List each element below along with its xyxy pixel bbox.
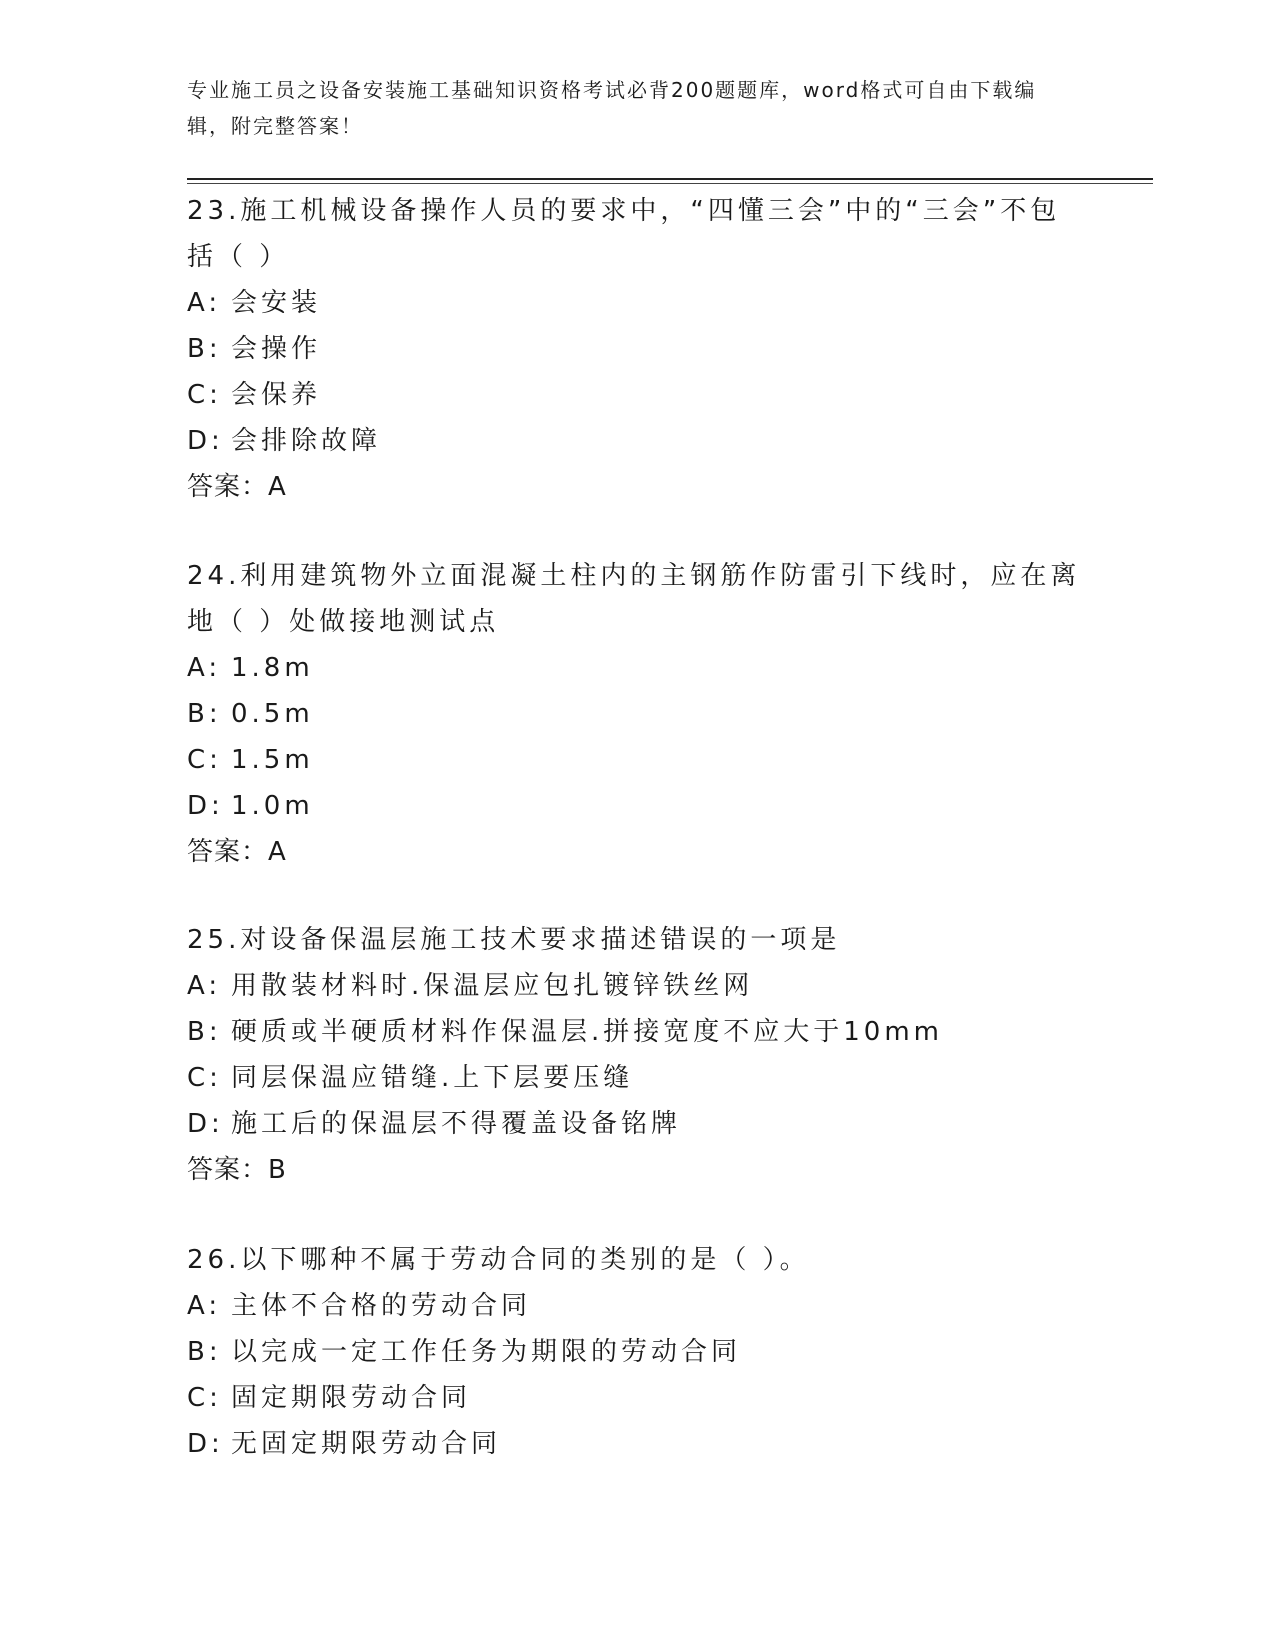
answer: 答案：A: [187, 472, 287, 502]
option-text: 用散装材料时.保温层应包扎镀锌铁丝网: [231, 971, 754, 1001]
option-letter: A:: [187, 653, 222, 683]
question-stem: 23.施工机械设备操作人员的要求中，“四懂三会”中的“三会”不包括（ ）: [187, 196, 1061, 272]
option-text: 会操作: [231, 334, 322, 364]
option-text: 1.8m: [231, 653, 314, 683]
option-text: 1.5m: [231, 745, 314, 775]
answer: 答案：A: [187, 837, 287, 867]
option-letter: C:: [187, 1063, 222, 1093]
option-text: 会安装: [231, 288, 322, 318]
option-letter: B:: [187, 334, 222, 364]
option-a: [187, 1283, 1087, 1329]
question-24: [187, 553, 1087, 875]
option-b: [187, 1009, 1087, 1055]
option-text: 1.0m: [231, 791, 314, 821]
question-25: [187, 917, 1087, 1193]
option-d: [187, 1101, 1087, 1147]
option-text: 同层保温应错缝.上下层要压缝: [231, 1063, 634, 1093]
header-rule-thick: [187, 178, 1153, 180]
option-b: [187, 326, 1087, 372]
option-c: [187, 737, 1087, 783]
option-a: [187, 280, 1087, 326]
option-d: [187, 418, 1087, 464]
document-header: 专业施工员之设备安装施工基础知识资格考试必背200题题库，word格式可自由下载编辑，附完整答案！: [187, 78, 1037, 138]
question-stem: 25.对设备保温层施工技术要求描述错误的一项是: [187, 925, 841, 955]
option-text: 施工后的保温层不得覆盖设备铭牌: [231, 1109, 682, 1139]
option-text: 会保养: [231, 380, 322, 410]
option-d: [187, 1421, 1087, 1467]
option-b: [187, 1329, 1087, 1375]
option-text: 以完成一定工作任务为期限的劳动合同: [231, 1337, 742, 1367]
option-text: 0.5m: [231, 699, 314, 729]
option-c: [187, 372, 1087, 418]
option-text: 会排除故障: [231, 426, 382, 456]
option-letter: C:: [187, 1383, 222, 1413]
option-letter: D:: [187, 1109, 224, 1139]
option-text: 主体不合格的劳动合同: [231, 1291, 532, 1321]
option-letter: B:: [187, 1017, 222, 1047]
option-letter: B:: [187, 699, 222, 729]
option-a: [187, 645, 1087, 691]
option-b: [187, 691, 1087, 737]
option-c: [187, 1375, 1087, 1421]
question-stem: 26.以下哪种不属于劳动合同的类别的是（ ）。: [187, 1245, 810, 1275]
option-letter: A:: [187, 971, 222, 1001]
option-letter: D:: [187, 1429, 224, 1459]
option-text: 固定期限劳动合同: [231, 1383, 472, 1413]
option-c: [187, 1055, 1087, 1101]
answer: 答案：B: [187, 1155, 287, 1185]
option-text: 硬质或半硬质材料作保温层.拼接宽度不应大于10mm: [231, 1017, 944, 1047]
option-letter: D:: [187, 791, 224, 821]
option-letter: A:: [187, 1291, 222, 1321]
question-26: [187, 1237, 1087, 1467]
question-stem: 24.利用建筑物外立面混凝土柱内的主钢筋作防雷引下线时，应在离地（ ）处做接地测试点: [187, 561, 1081, 637]
option-letter: D:: [187, 426, 224, 456]
option-letter: C:: [187, 380, 222, 410]
option-letter: C:: [187, 745, 222, 775]
option-letter: A:: [187, 288, 222, 318]
option-letter: B:: [187, 1337, 222, 1367]
option-text: 无固定期限劳动合同: [231, 1429, 502, 1459]
question-23: [187, 188, 1087, 510]
header-rule-thin: [187, 183, 1153, 184]
option-d: [187, 783, 1087, 829]
option-a: [187, 963, 1087, 1009]
